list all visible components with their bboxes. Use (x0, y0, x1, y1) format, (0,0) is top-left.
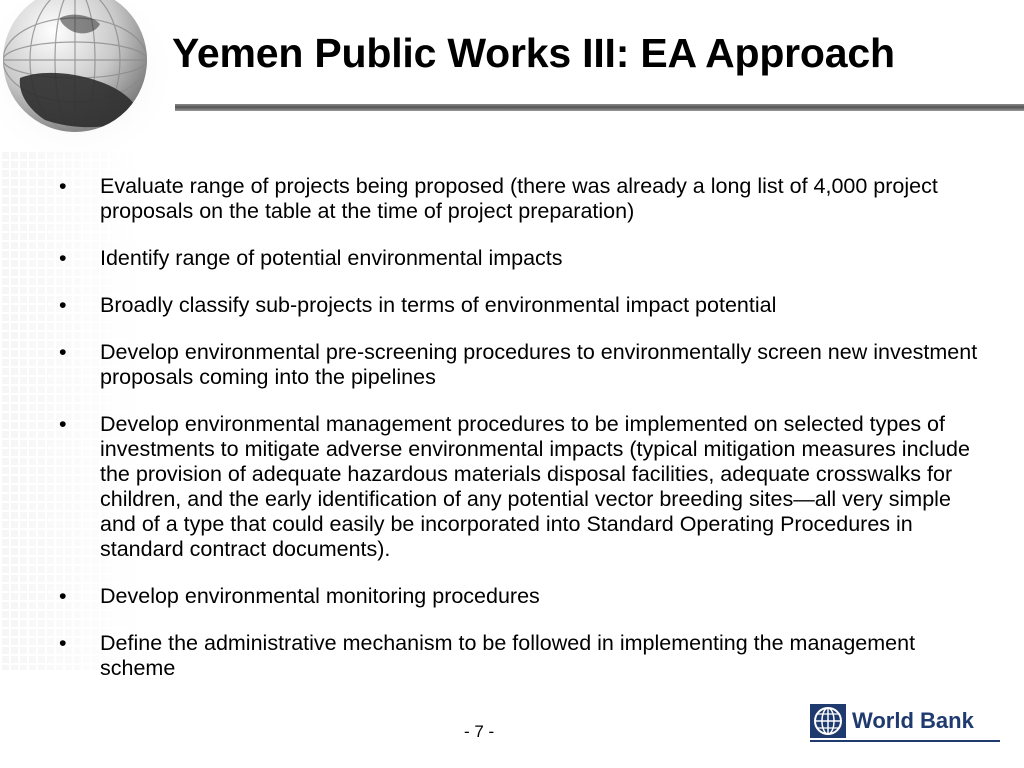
bullet-text: Identify range of potential environmental impacts (100, 246, 563, 270)
list-item (55, 174, 985, 224)
list-item (55, 246, 985, 271)
bullet-marker: • (59, 174, 67, 198)
world-bank-logo-text: World Bank (852, 708, 974, 733)
bullet-marker: • (59, 246, 67, 270)
bullet-text: Broadly classify sub-projects in terms of environmental impact potential (100, 293, 777, 317)
world-bank-logo (810, 704, 1002, 744)
bullet-marker: • (59, 293, 67, 317)
bullet-text: Develop environmental monitoring procedures (100, 584, 540, 608)
bullet-marker: • (59, 340, 67, 364)
bullet-marker: • (59, 584, 67, 608)
logo-underline (810, 740, 1000, 742)
page-number: - 7 - (464, 722, 495, 741)
title-divider (175, 104, 1024, 111)
list-item (55, 631, 985, 681)
slide-title: Yemen Public Works III: EA Approach (172, 30, 895, 76)
list-item (55, 340, 985, 390)
bullet-marker: • (59, 412, 67, 436)
bullet-text: Define the administrative mechanism to be followed in implementing the management scheme (100, 631, 916, 680)
bullet-list (55, 174, 985, 703)
globe-icon (0, 0, 170, 160)
bullet-text: Develop environmental pre-screening procedures to environmentally screen new investment proposals coming into the pipelines (100, 340, 978, 389)
bullet-text: Develop environmental management procedures to be implemented on selected types of investments to mitigate adverse environmental impacts (typical mitigation measures include the provision of adequate hazardous materials disposal facilities, adequate crosswalks for children, and the early identification of any potential vector breeding sites—all very simple and of a type that could easily be incorporated into Standard Operating Procedures in standard contract documents). (100, 412, 970, 561)
list-item (55, 293, 985, 318)
world-bank-globe-icon (810, 704, 846, 743)
list-item (55, 412, 985, 562)
bullet-marker: • (59, 631, 67, 655)
list-item (55, 584, 985, 609)
bullet-text: Evaluate range of projects being proposed (there was already a long list of 4,000 project proposals on the table at the time of project preparation) (100, 174, 938, 223)
